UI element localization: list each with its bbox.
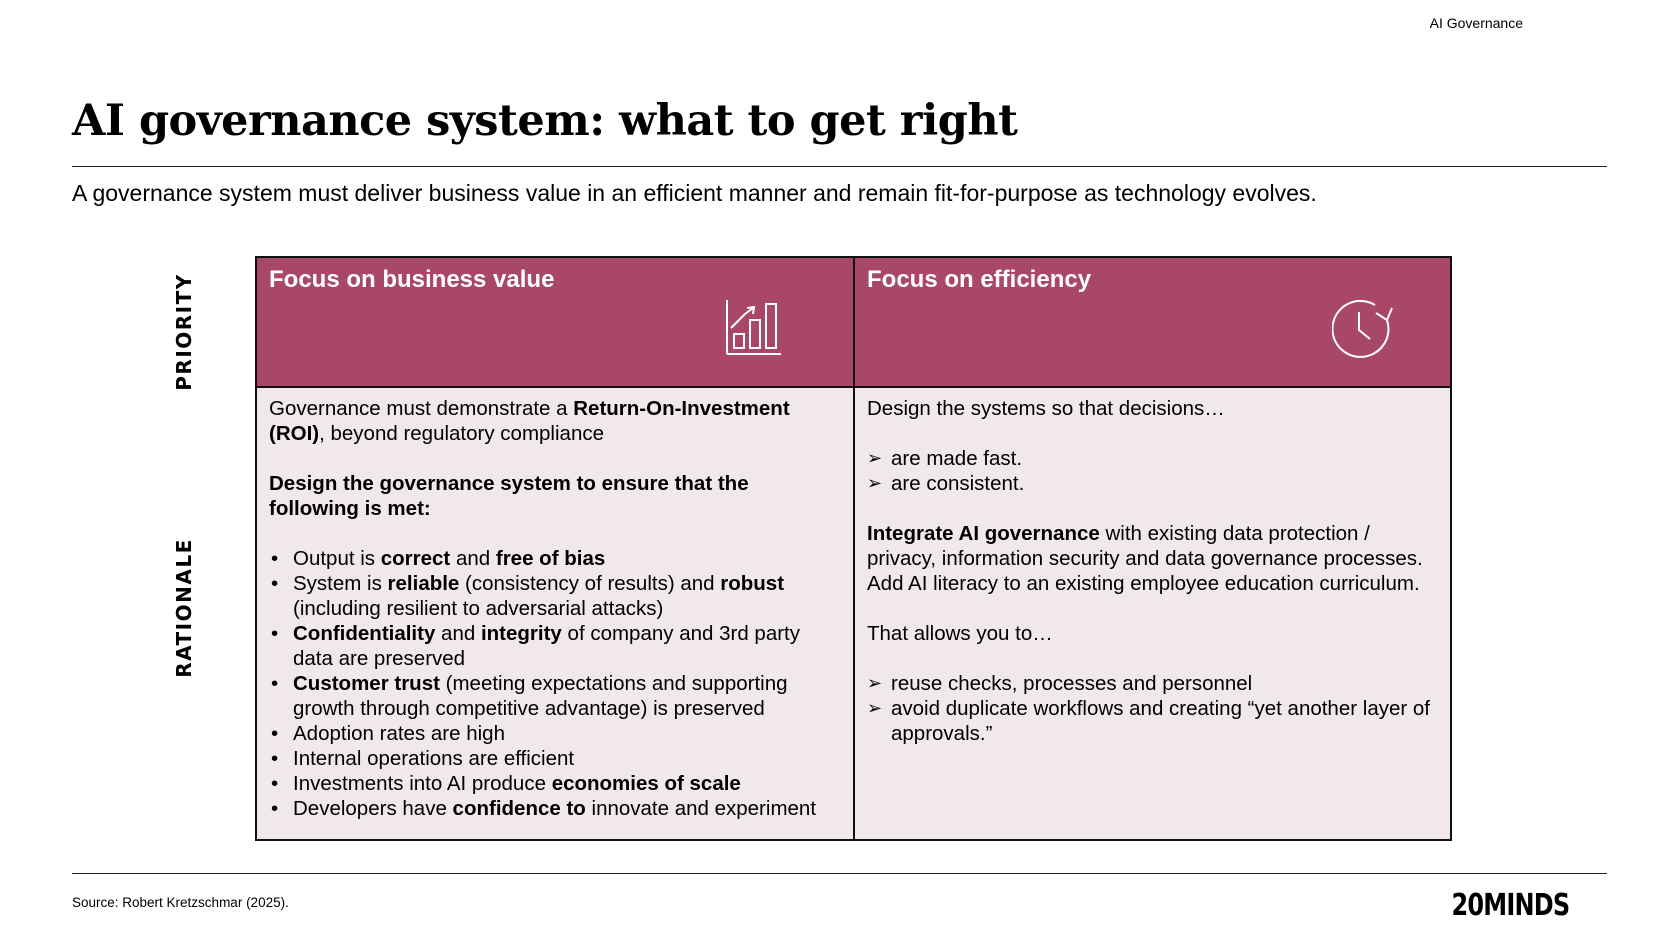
bold-text: free of bias — [495, 547, 606, 570]
text-run: Governance must demonstrate a — [269, 397, 574, 420]
design-requirement: Design the governance system to ensure that the following is met: — [269, 472, 749, 520]
bold-text: correct — [380, 547, 451, 570]
list-item: ➢ are consistent. — [867, 471, 1438, 496]
page-subtitle: A governance system must deliver business value in an efficient manner and remain fit-for-purpose as technology evolves. — [72, 180, 1317, 206]
bold-text: Integrate AI governance — [867, 522, 1100, 545]
text-run: innovate and experiment — [585, 797, 817, 820]
page-title: AI governance system: what to get right — [72, 96, 1018, 146]
text-run: System is — [293, 572, 388, 595]
heading-efficiency: Focus on efficiency — [867, 266, 1092, 293]
list-item — [269, 571, 841, 621]
text-run: (including resilient to adversarial attacks) — [293, 597, 664, 620]
clock-refresh-icon — [1332, 298, 1394, 360]
text-run: Adoption rates are high — [293, 722, 505, 745]
text-run: Output is — [293, 547, 381, 570]
section-label: AI Governance — [1429, 15, 1523, 31]
list-item: ➢ avoid duplicate workflows and creating “yet another layer of approvals.” — [867, 696, 1438, 746]
row-label-priority: PRIORITY — [172, 273, 196, 391]
bold-text: reliable — [387, 572, 460, 595]
roi-statement — [269, 396, 841, 446]
list-item — [269, 771, 841, 796]
text-run: with existing data protection / privacy, information security and data governance processes. Add AI literacy to an existing employee education curriculum. — [867, 522, 1423, 595]
decision-list — [867, 446, 1438, 496]
governance-table — [255, 256, 1452, 841]
bold-text: integrity — [480, 622, 562, 645]
list-item — [269, 746, 841, 771]
rationale-efficiency — [855, 388, 1450, 839]
allows-intro: That allows you to… — [867, 622, 1053, 645]
text-run: Investments into AI produce — [293, 772, 552, 795]
bold-text: Customer trust — [293, 672, 440, 695]
heading-business-value: Focus on business value — [269, 266, 555, 293]
header-efficiency — [855, 258, 1450, 388]
requirement-list — [269, 546, 841, 821]
text-run: (meeting expectations and supporting growth through competitive advantage) is preserved — [293, 672, 788, 720]
list-item: ➢ reuse checks, processes and personnel — [867, 671, 1438, 696]
source-note: Source: Robert Kretzschmar (2025). — [72, 895, 289, 910]
bold-text: Return-On-Investment (ROI) — [269, 397, 790, 445]
list-item — [269, 721, 841, 746]
benefit-list — [867, 671, 1438, 746]
list-item — [269, 621, 841, 671]
row-label-rationale: RATIONALE — [172, 538, 196, 678]
text-run: and — [435, 622, 481, 645]
text-run: Internal operations are efficient — [293, 747, 575, 770]
bar-chart-growth-icon — [725, 298, 783, 358]
text-run: , beyond regulatory compliance — [319, 422, 604, 445]
text-run: Developers have — [293, 797, 453, 820]
list-item: ➢ are made fast. — [867, 446, 1438, 471]
bold-text: confidence to — [452, 797, 586, 820]
brand-logo: 20MINDS — [1451, 888, 1569, 923]
text-run: and — [450, 547, 496, 570]
text-run: (consistency of results) and — [459, 572, 721, 595]
title-divider — [72, 166, 1607, 167]
header-business-value — [257, 258, 855, 388]
decisions-intro: Design the systems so that decisions… — [867, 397, 1225, 420]
rationale-business-value — [257, 388, 855, 839]
bold-text: robust — [720, 572, 785, 595]
bold-text: economies of scale — [551, 772, 741, 795]
list-item — [269, 796, 841, 821]
integrate-statement — [867, 521, 1438, 596]
text-run: of company and 3rd party data are preserved — [293, 622, 801, 670]
list-item — [269, 671, 841, 721]
bold-text: Confidentiality — [293, 622, 436, 645]
list-item — [269, 546, 841, 571]
footer-divider — [72, 873, 1607, 874]
